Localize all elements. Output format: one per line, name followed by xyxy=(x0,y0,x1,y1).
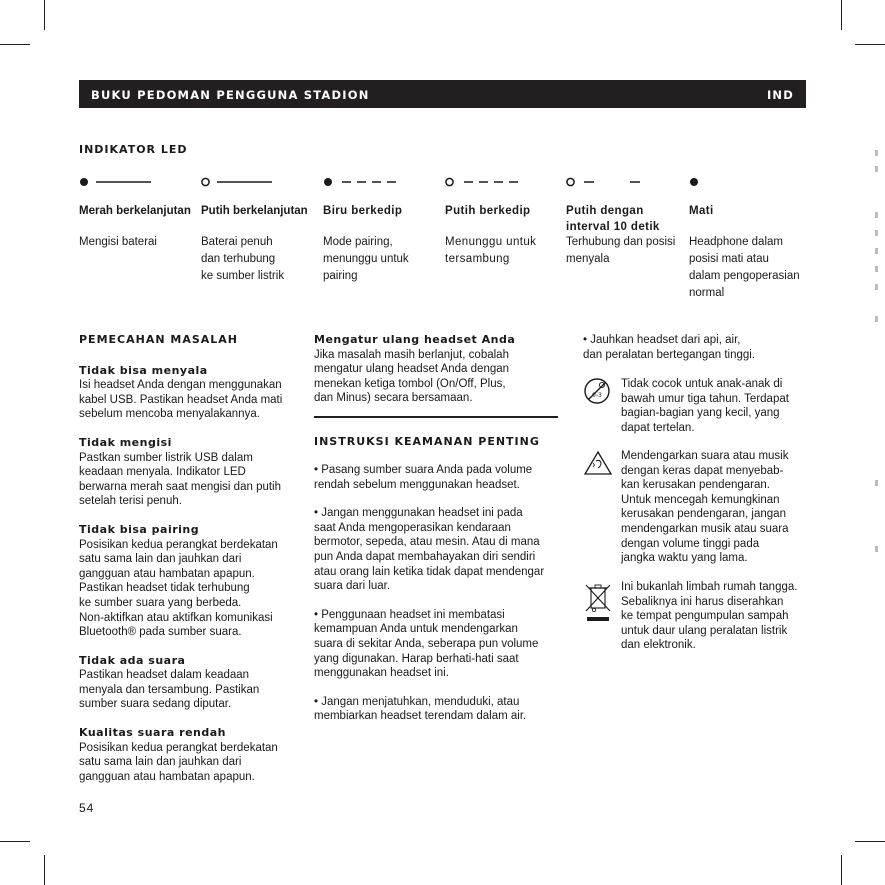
safety-item: • Penggunaan headset ini membatasi kemampuan Anda untuk mendengarkan suara di sekitar Anda, seberapa pun volume yang digunakan. Harap berhati-hati saat menggunakan headset ini. xyxy=(314,608,539,680)
led-name: Putih berkelanjutan xyxy=(201,205,308,217)
trouble-text: Isi headset Anda dengan menggunakan kabel USB. Pastikan headset Anda mati sebelum mencoba menyalakannya. xyxy=(79,379,283,421)
warning-text: Ini bukanlah limbah rumah tangga. Sebaliknya ini harus diserahkan ke tempat pengumpulan sampah untuk daur ulang peralatan listrik dan elektronik. xyxy=(621,581,798,652)
led-desc: Mengisi baterai xyxy=(79,236,157,248)
warning-text: Mendengarkan suara atau musik dengan keras dapat menyebab- kan kerusakan pendengaran. Untuk mencegah kemungkinan kerusakan pendengaran, jangan mendengarkan musik atau suara dengan volume tinggi pada jangka waktu yang lama. xyxy=(621,450,789,565)
trouble-text: Posisikan kedua perangkat berdekatan satu sama lain dan jauhkan dari gangguan atau hambatan apapun. xyxy=(79,741,278,783)
safety-list xyxy=(314,463,564,724)
led-name: Putih dengan interval 10 detik xyxy=(566,205,660,233)
led-item xyxy=(79,175,199,248)
hearing-warning-icon xyxy=(583,449,613,482)
section-divider xyxy=(314,416,558,418)
led-name: Merah berkelanjutan xyxy=(79,205,191,217)
led-desc: Mode pairing, menunggu untuk pairing xyxy=(323,236,409,282)
led-name: Putih berkedip xyxy=(445,205,531,217)
led-desc: Menunggu untuk tersambung xyxy=(445,236,537,265)
troubleshooting-heading: PEMECAHAN MASALAH xyxy=(79,333,239,346)
trouble-title: Tidak mengisi xyxy=(79,435,172,449)
crop-mark xyxy=(44,0,45,30)
led-desc: Baterai penuh dan terhubung ke sumber listrik xyxy=(201,236,285,282)
led-indicator-solid-white xyxy=(201,175,321,191)
crop-mark xyxy=(44,855,45,885)
trouble-title: Tidak bisa menyala xyxy=(79,363,208,377)
trouble-text: Posisikan kedua perangkat berdekatan satu sama lain dan jauhkan dari gangguan atau hambatan apapun. Pastikan headset tidak terhubung ke sumber suara yang berbeda. Non-aktifkan atau aktifkan komunikasi Bluetooth® pada sumber suara. xyxy=(79,538,278,639)
svg-text:0-3: 0-3 xyxy=(592,392,602,399)
led-indicator-solid-red xyxy=(79,175,199,191)
weee-bin-icon xyxy=(583,580,613,629)
safety-item: • Pasang sumber suara Anda pada volume rendah sebelum menggunakan headset. xyxy=(314,464,533,491)
reset-section xyxy=(314,333,560,406)
manual-title: BUKU PEDOMAN PENGGUNA STADION xyxy=(91,88,370,102)
crop-mark xyxy=(841,855,842,885)
crop-mark xyxy=(855,44,885,45)
safety-item: • Jauhkan headset dari api, air, dan peralatan bertegangan tinggi. xyxy=(583,334,756,361)
led-desc: Terhubung dan posisi menyala xyxy=(566,236,676,265)
header-bar xyxy=(79,80,806,108)
warning-text: Tidak cocok untuk anak-anak di bawah umur tiga tahun. Terdapat bagian-bagian yang kecil, yang dapat tertelan. xyxy=(621,378,789,434)
led-item xyxy=(689,175,809,299)
page-number: 54 xyxy=(79,801,95,815)
led-desc: Headphone dalam posisi mati atau dalam pengoperasian normal xyxy=(689,236,800,299)
page-edge-marks xyxy=(875,140,883,580)
trouble-text: Pastkan sumber listrik USB dalam keadaan menyala. Indikator LED berwarna merah saat mengisi dan putih setelah terisi penuh. xyxy=(79,451,282,508)
led-name: Mati xyxy=(689,205,714,217)
led-indicator-off xyxy=(689,175,809,191)
crop-mark xyxy=(841,0,842,30)
trouble-title: Tidak ada suara xyxy=(79,653,186,667)
led-heading: INDIKATOR LED xyxy=(79,143,188,156)
troubleshooting-section xyxy=(79,333,304,784)
reset-title: Mengatur ulang headset Anda xyxy=(314,333,516,346)
language-code: IND xyxy=(766,88,794,102)
trouble-text: Pastikan headset dalam keadaan menyala dan tersambung. Pastikan sumber suara sedang diputar. xyxy=(79,669,260,711)
led-name: Biru berkedip xyxy=(323,205,403,217)
led-indicator-blinking-blue xyxy=(323,175,443,191)
led-item xyxy=(566,175,686,265)
safety-item: • Jangan menggunakan headset ini pada saat Anda mengoperasikan kendaraan bermotor, sepeda, atau mesin. Atau di mana pun Anda dapat membahayakan diri sendiri atau orang lain ketika tidak dapat mendengar suara dari luar. xyxy=(314,507,545,593)
led-item xyxy=(201,175,321,282)
safety-item: • Jangan menjatuhkan, menduduki, atau membiarkan headset terendam dalam air. xyxy=(314,695,527,723)
crop-mark xyxy=(0,44,30,45)
crop-mark xyxy=(0,841,30,842)
crop-mark xyxy=(855,841,885,842)
reset-text: Jika masalah masih berlanjut, cobalah mengatur ulang headset Anda dengan menekan ketiga tombol (On/Off, Plus, dan Minus) secara bersamaan. xyxy=(314,348,510,405)
safety-heading: INSTRUKSI KEAMANAN PENTING xyxy=(314,435,540,448)
trouble-title: Kualitas suara rendah xyxy=(79,726,227,740)
led-indicator-interval-white xyxy=(566,175,686,191)
age-restriction-icon xyxy=(583,377,611,410)
led-indicator-blinking-white xyxy=(445,175,565,191)
led-item xyxy=(323,175,443,282)
led-item xyxy=(445,175,565,265)
trouble-title: Tidak bisa pairing xyxy=(79,522,200,536)
